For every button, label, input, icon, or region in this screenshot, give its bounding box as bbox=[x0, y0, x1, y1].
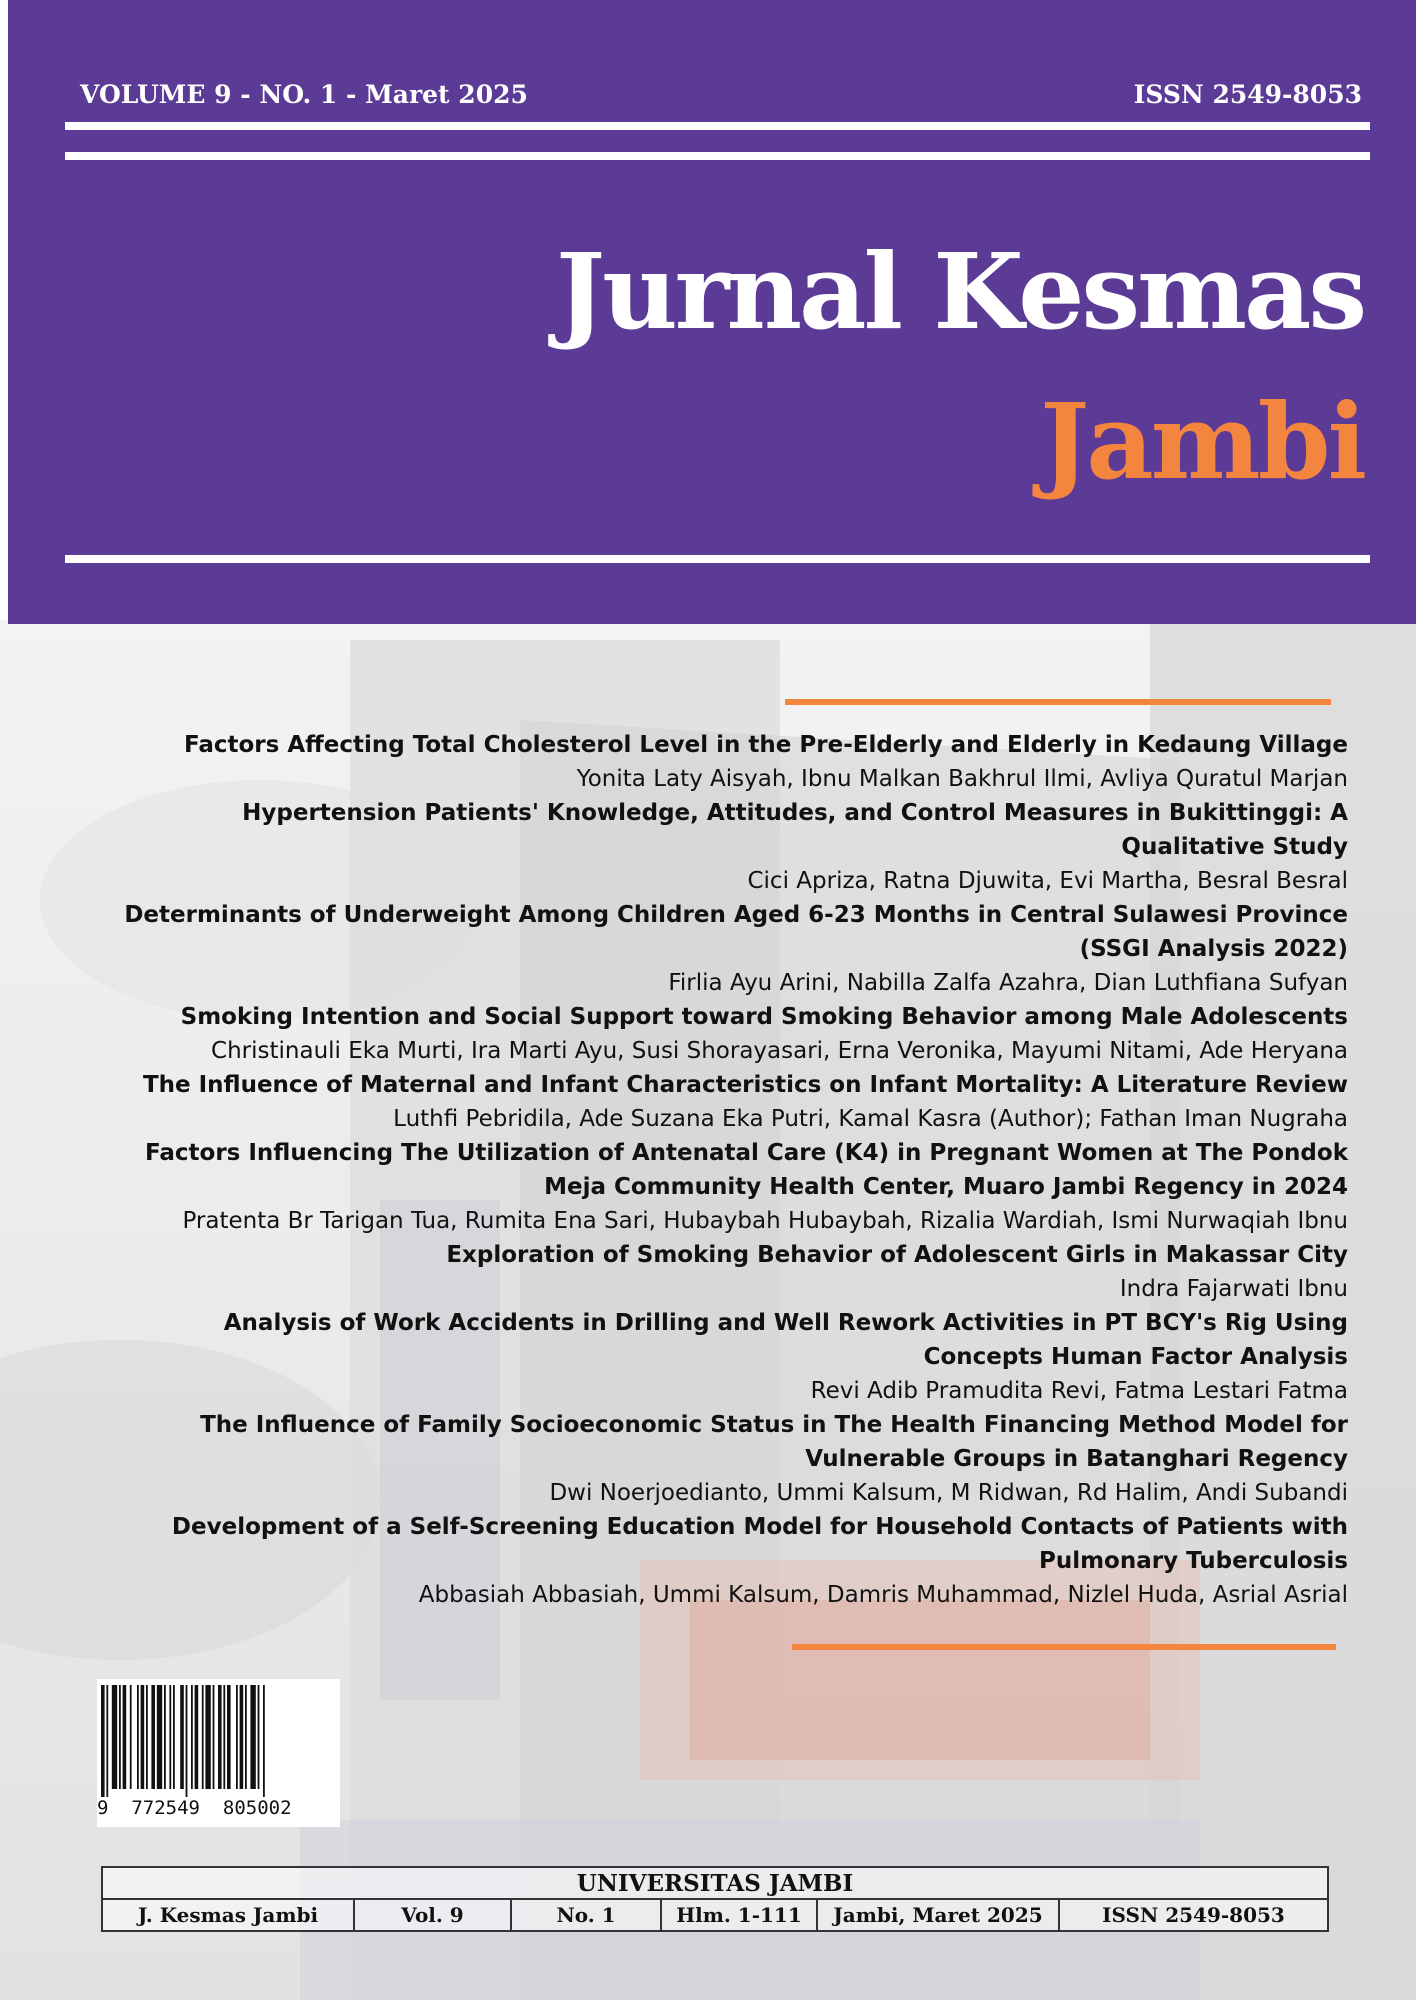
journal-title-location: Jambi bbox=[1040, 380, 1364, 503]
header-rule-bottom bbox=[65, 555, 1370, 563]
barcode-bar bbox=[195, 1685, 199, 1789]
barcode-bar bbox=[250, 1685, 255, 1789]
pages-cell: Hlm. 1-111 bbox=[661, 1899, 817, 1931]
article-entry bbox=[100, 728, 1348, 796]
volume-info: VOLUME 9 - NO. 1 - Maret 2025 bbox=[80, 80, 528, 109]
header-rule-second bbox=[65, 152, 1370, 160]
article-authors: Dwi Noerjoedianto, Ummi Kalsum, M Ridwan, Rd Halim, Andi Subandi bbox=[549, 1480, 1348, 1506]
barcode-bar bbox=[157, 1685, 162, 1789]
article-title: Factors Affecting Total Cholesterol Level in the Pre-Elderly and Elderly in Kedaung Village bbox=[183, 732, 1348, 758]
university-name: UNIVERSITAS JAMBI bbox=[102, 1867, 1328, 1899]
barcode-bar bbox=[191, 1685, 193, 1789]
barcode-bar bbox=[240, 1685, 244, 1789]
article-title: Exploration of Smoking Behavior of Adolescent Girls in Makassar City bbox=[446, 1242, 1348, 1268]
barcode-bar bbox=[205, 1685, 210, 1789]
article-authors: Yonita Laty Aisyah, Ibnu Malkan Bakhrul Ilmi, Avliya Quratul Marjan bbox=[576, 766, 1348, 792]
article-authors: Revi Adib Pramudita Revi, Fatma Lestari Fatma bbox=[810, 1378, 1348, 1404]
article-entry bbox=[100, 796, 1348, 898]
barcode-bar bbox=[186, 1685, 188, 1797]
article-authors: Pratenta Br Tarigan Tua, Rumita Ena Sari, Hubaybah Hubaybah, Rizalia Wardiah, Ismi Nurwaqiah Ibnu bbox=[182, 1208, 1348, 1234]
barcode-bar bbox=[173, 1685, 175, 1789]
volume-cell: Vol. 9 bbox=[354, 1899, 511, 1931]
barcode-bar bbox=[258, 1685, 260, 1789]
barcode-bar bbox=[213, 1685, 215, 1789]
barcode-bar bbox=[236, 1685, 238, 1789]
barcode-bar bbox=[130, 1685, 132, 1789]
article-title: Factors Influencing The Utilization of Antenatal Care (K4) in Pregnant Women at The Pondok Meja Community Health Center, Muaro Jambi Regency in 2024 bbox=[145, 1140, 1348, 1200]
article-entry bbox=[100, 1408, 1348, 1510]
article-entry bbox=[100, 898, 1348, 1000]
accent-rule-bottom bbox=[792, 1644, 1336, 1650]
article-title: Analysis of Work Accidents in Drilling and Well Rework Activities in PT BCY's Rig Using Concepts Human Factor Analysis bbox=[223, 1310, 1348, 1370]
barcode-bar bbox=[151, 1685, 155, 1789]
barcode-bar bbox=[119, 1685, 121, 1789]
accent-rule-top bbox=[785, 699, 1331, 705]
barcode-bar bbox=[146, 1685, 148, 1789]
cover-header bbox=[8, 0, 1416, 624]
barcode-bar bbox=[202, 1685, 204, 1789]
barcode-bar bbox=[245, 1685, 247, 1789]
number-cell: No. 1 bbox=[511, 1899, 661, 1931]
barcode-bar bbox=[223, 1685, 225, 1789]
article-title: The Influence of Family Socioeconomic Status in The Health Financing Method Model for Vulnerable Groups in Batanghari Regency bbox=[200, 1412, 1348, 1472]
barcode-bar bbox=[141, 1685, 145, 1789]
date-cell: Jambi, Maret 2025 bbox=[817, 1899, 1059, 1931]
barcode-bar bbox=[106, 1685, 108, 1797]
barcode-bar bbox=[263, 1685, 265, 1797]
barcode-group-2: 805002 bbox=[222, 1797, 292, 1819]
article-entry bbox=[100, 1510, 1348, 1612]
barcode-bar bbox=[164, 1685, 166, 1789]
barcode-bar bbox=[137, 1685, 139, 1789]
article-title: Smoking Intention and Social Support toward Smoking Behavior among Male Adolescents bbox=[180, 1004, 1348, 1030]
article-title: The Influence of Maternal and Infant Characteristics on Infant Mortality: A Literature Review bbox=[142, 1072, 1348, 1098]
barcode-number bbox=[97, 1797, 340, 1819]
article-authors: Christinauli Eka Murti, Ira Marti Ayu, Susi Shorayasari, Erna Veronika, Mayumi Nitami, Ade Heryana bbox=[211, 1038, 1348, 1064]
issn-info: ISSN 2549-8053 bbox=[1133, 80, 1362, 109]
barcode-bar bbox=[123, 1685, 127, 1789]
barcode-bar bbox=[218, 1685, 222, 1789]
barcode-bar bbox=[180, 1685, 184, 1789]
barcode-bars bbox=[97, 1679, 340, 1797]
barcode-first-digit: 9 bbox=[97, 1797, 109, 1819]
article-title: Determinants of Underweight Among Children Aged 6-23 Months in Central Sulawesi Province (SSGI Analysis 2022) bbox=[124, 902, 1348, 962]
journal-abbrev: J. Kesmas Jambi bbox=[102, 1899, 354, 1931]
barcode-group-1: 772549 bbox=[131, 1797, 200, 1819]
article-title: Development of a Self-Screening Education Model for Household Contacts of Patients with Pulmonary Tuberculosis bbox=[171, 1514, 1348, 1574]
publication-info-table bbox=[101, 1866, 1329, 1932]
article-title: Hypertension Patients' Knowledge, Attitudes, and Control Measures in Bukittinggi: A Qualitative Study bbox=[242, 800, 1348, 860]
issn-cell: ISSN 2549-8053 bbox=[1059, 1899, 1328, 1931]
article-entry bbox=[100, 1306, 1348, 1408]
barcode-bar bbox=[101, 1685, 105, 1797]
header-rule-top bbox=[65, 122, 1370, 130]
article-entry bbox=[100, 1238, 1348, 1306]
article-entry bbox=[100, 1068, 1348, 1136]
article-authors: Cici Apriza, Ratna Djuwita, Evi Martha, Besral Besral bbox=[747, 868, 1348, 894]
barcode-bar bbox=[169, 1685, 171, 1789]
journal-title: Jurnal Kesmas bbox=[555, 230, 1364, 353]
article-authors: Luthfi Pebridila, Ade Suzana Eka Putri, Kamal Kasra (Author); Fathan Iman Nugraha bbox=[393, 1106, 1348, 1132]
barcode-bar bbox=[112, 1685, 117, 1789]
article-entry bbox=[100, 1136, 1348, 1238]
issn-barcode bbox=[97, 1679, 340, 1827]
article-authors: Indra Fajarwati Ibnu bbox=[1119, 1276, 1348, 1302]
article-entry bbox=[100, 1000, 1348, 1068]
article-list bbox=[100, 728, 1348, 1612]
article-authors: Firlia Ayu Arini, Nabilla Zalfa Azahra, Dian Luthfiana Sufyan bbox=[668, 970, 1348, 996]
article-authors: Abbasiah Abbasiah, Ummi Kalsum, Damris Muhammad, Nizlel Huda, Asrial Asrial bbox=[418, 1582, 1348, 1608]
barcode-bar bbox=[227, 1685, 231, 1789]
